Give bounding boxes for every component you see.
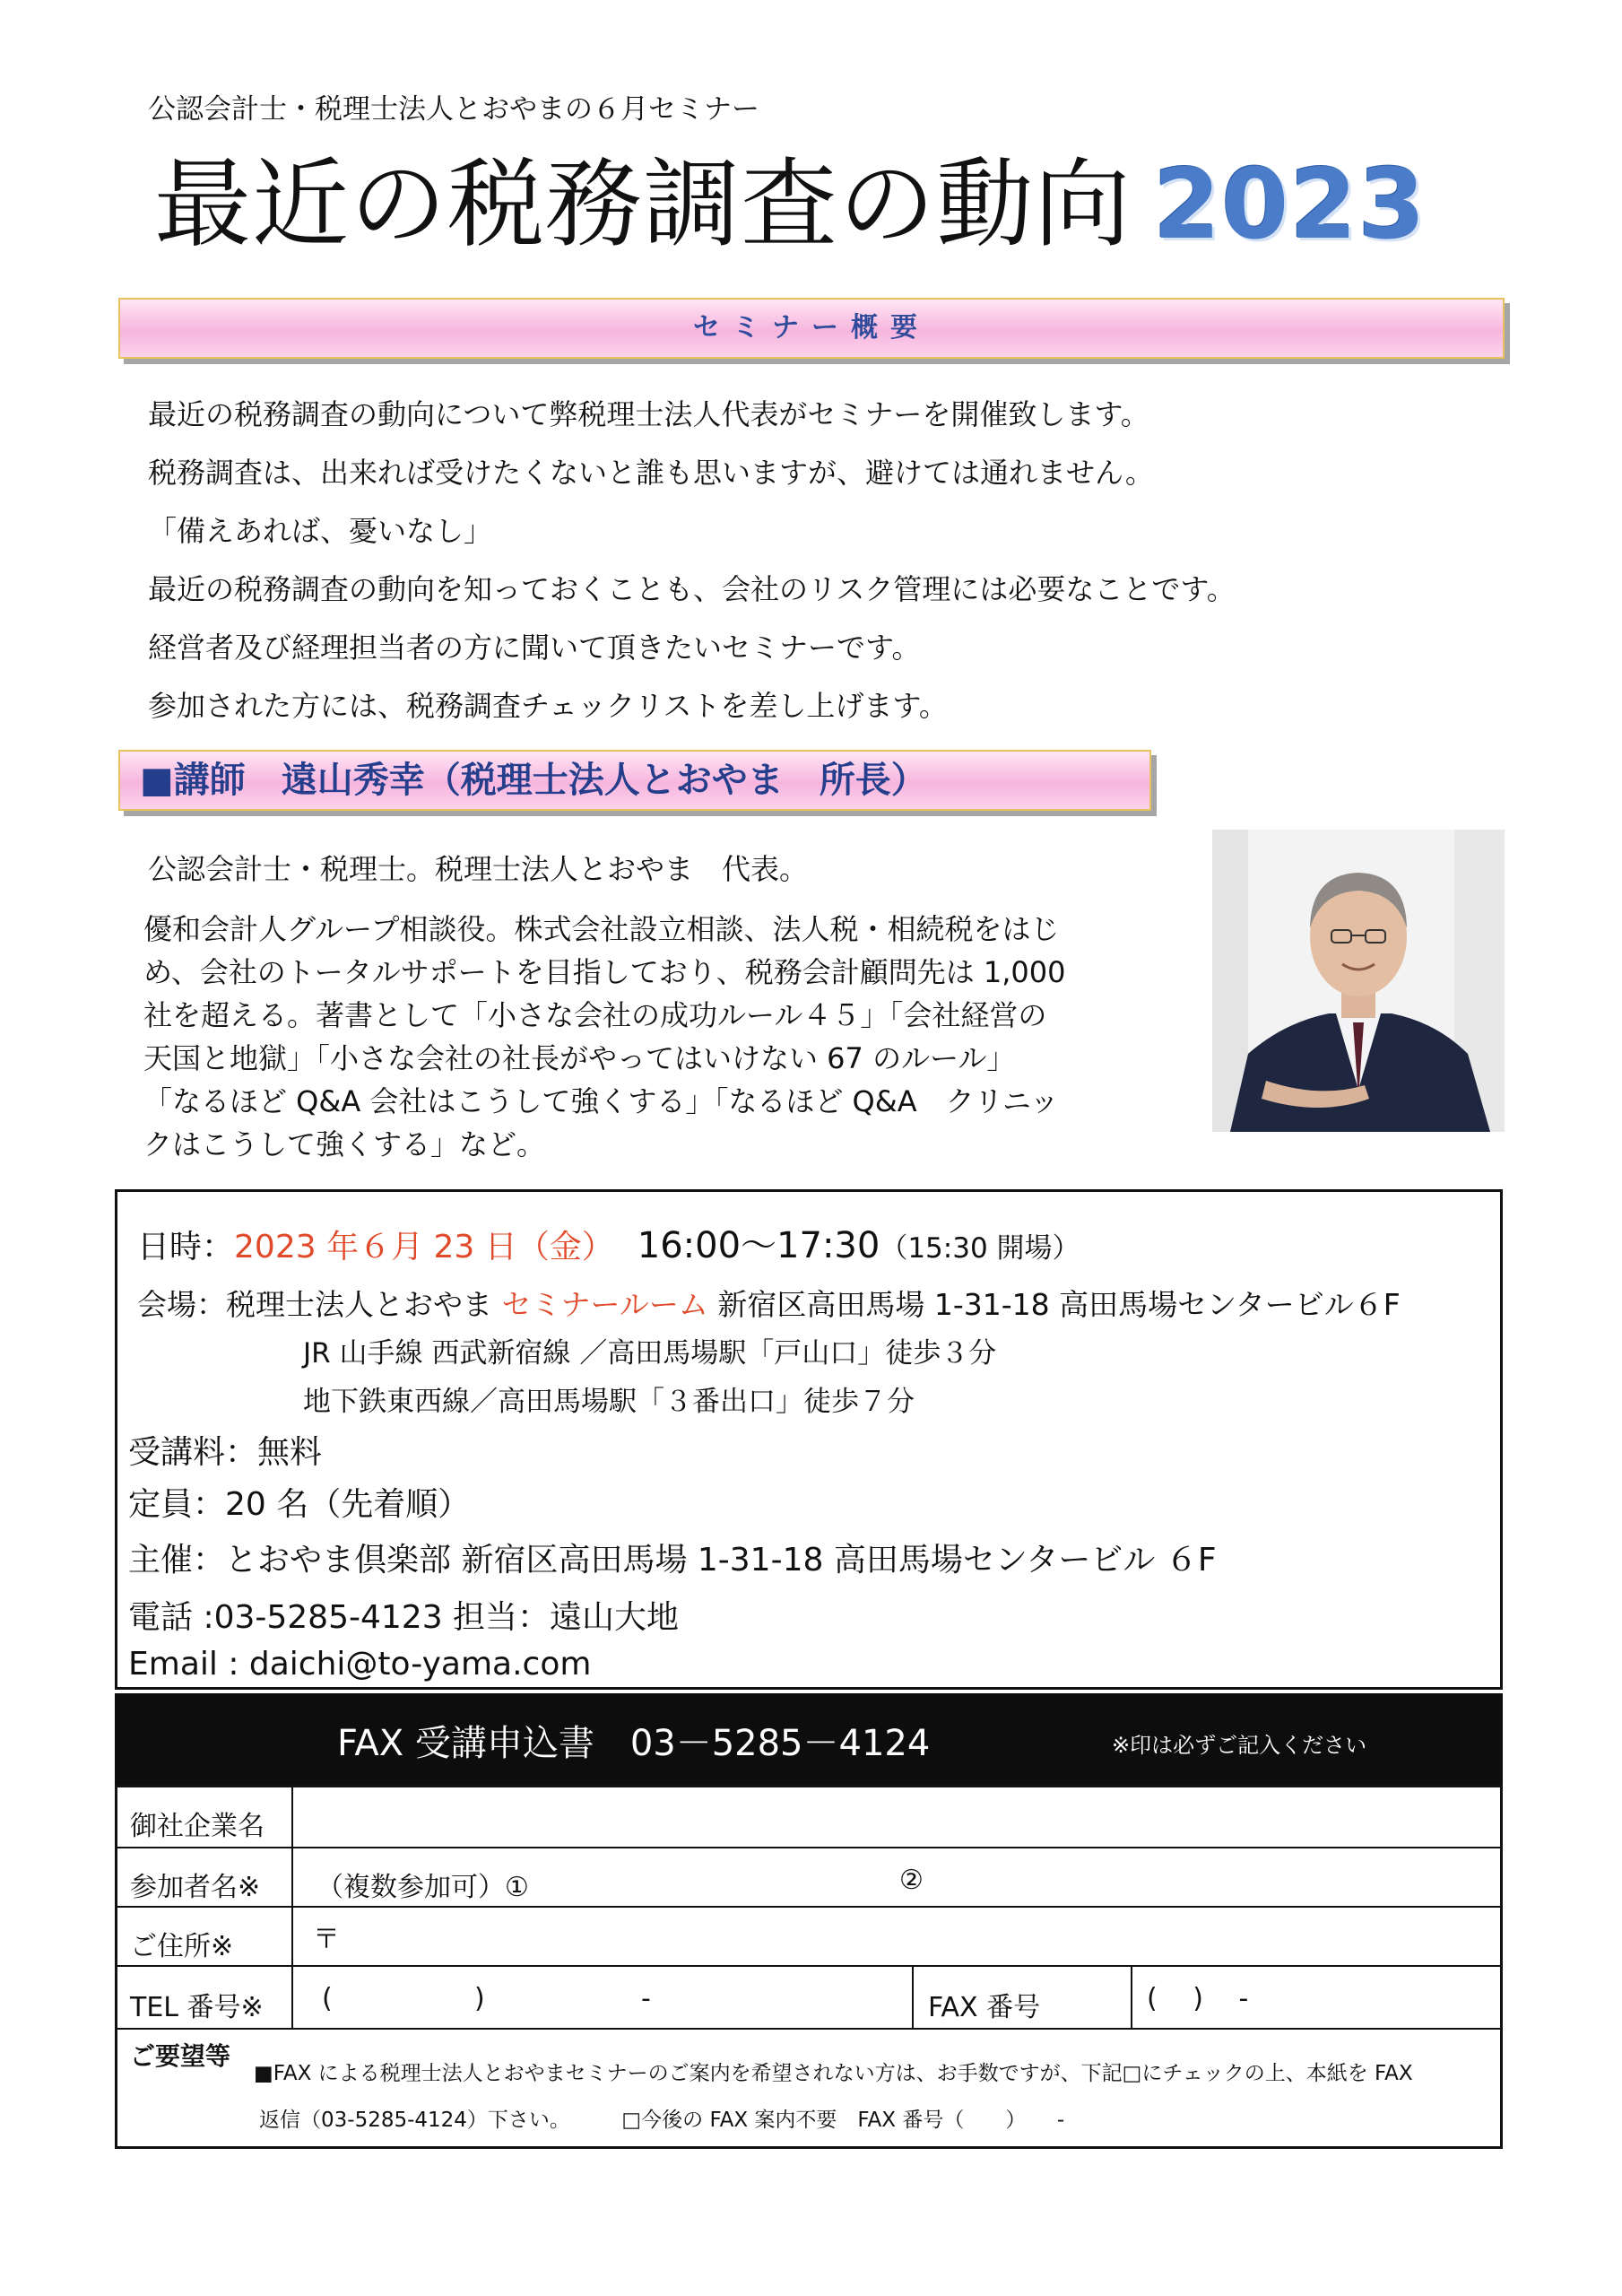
form-row-participant: [117, 1848, 1500, 1908]
lecturer-bio: [143, 908, 1139, 1166]
tel-close-paren: ): [474, 1983, 485, 2014]
page-title: [154, 149, 1427, 261]
bio-line: 優和会計人グループ相談役。株式会社設立相談、法人税・相続税をはじ: [143, 912, 1060, 946]
lecturer-title: 公認会計士・税理士。税理士法人とおやま 代表。: [148, 852, 809, 886]
company-label: 御社企業名: [130, 1811, 265, 1842]
tel-field[interactable]: [293, 1967, 912, 2028]
access-route-subway: 地下鉄東西線／高田馬場駅「３番出口」徒歩７分: [303, 1386, 915, 1418]
form-row-request: [117, 2030, 1500, 2146]
overview-line: 税務調査は、出来れば受けたくないと誰も思いますが、避けては通れません。: [148, 456, 1154, 490]
open-time: （15:30 開場）: [880, 1232, 1080, 1265]
overview-heading: セミナー概要: [693, 312, 930, 344]
title-text: 最近の税務調査の動向: [154, 149, 1132, 261]
bio-line: 天国と地獄」「小さな会社の社長がやってはいけない 67 のルール」: [143, 1041, 1016, 1075]
participant-hint: （複数参加可）①: [317, 1872, 529, 1903]
title-year: 2023: [1153, 149, 1427, 261]
tel-label: TEL 番号※: [130, 1992, 264, 2023]
bio-line: 社を超える。著書として「小さな会社の成功ルール４５」「会社経営の: [143, 998, 1047, 1032]
address-field[interactable]: [293, 1908, 1500, 1965]
lecturer-heading-band: [118, 750, 1151, 811]
participant-second-marker: ②: [899, 1865, 924, 1896]
bio-line: め、会社のトータルサポートを目指しており、税務会計顧問先は 1,000: [143, 955, 1066, 989]
address-label: ご住所※: [130, 1931, 234, 1962]
form-row-tel-fax: [117, 1967, 1500, 2030]
form-row-company: [117, 1787, 1500, 1848]
time-value: 16:00～17:30: [637, 1225, 880, 1266]
required-note: ※印は必ずご記入ください: [1112, 1733, 1367, 1758]
fax-label: FAX 番号: [928, 1992, 1041, 2023]
postal-mark: 〒: [313, 1924, 340, 1955]
venue-room: セミナールーム: [501, 1287, 708, 1322]
event-datetime: [137, 1217, 1080, 1268]
overview-line: 「備えあれば、憂いなし」: [148, 514, 493, 548]
phone-contact: 電話 :03-5285-4123 担当：遠山大地: [128, 1599, 680, 1636]
participant-label: 参加者名※: [130, 1872, 261, 1903]
divider: [912, 1967, 914, 2028]
fee: 受講料：無料: [128, 1434, 323, 1471]
event-details-box: [115, 1189, 1503, 1690]
host: 主催：とおやま倶楽部 新宿区高田馬場 1-31-18 高田馬場センタービル ６F: [128, 1542, 1217, 1578]
overview-line: 最近の税務調査の動向を知っておくことも、会社のリスク管理には必要なことです。: [148, 572, 1236, 606]
venue-address: 新宿区高田馬場 1-31-18 高田馬場センタービル６F: [717, 1287, 1401, 1322]
bio-line: 「なるほど Q&A 会社はこうして強くする」「なるほど Q&A クリニッ: [143, 1084, 1059, 1118]
fax-value: ( ) -: [1147, 1983, 1249, 2014]
overview-line: 経営者及び経理担当者の方に聞いて頂きたいセミナーです。: [148, 631, 921, 665]
fax-form-header: [115, 1693, 1503, 1785]
seminar-subtitle: 公認会計士・税理士法人とおやまの６月セミナー: [148, 93, 759, 126]
date-value: 2023 年６月 23 日（金）: [234, 1229, 614, 1265]
date-label: 日時：: [137, 1229, 235, 1265]
bio-line: クはこうして強くする」など。: [143, 1127, 546, 1161]
request-label: ご要望等: [130, 2041, 231, 2071]
company-field[interactable]: [293, 1787, 1500, 1847]
request-note-line2: 返信（03-5285-4124）下さい。 □今後の FAX 案内不要 FAX 番号（ ） -: [259, 2109, 1065, 2132]
portrait-image: [1212, 830, 1505, 1132]
access-route-jr: JR 山手線 西武新宿線 ／高田馬場駅「戸山口」徒歩３分: [303, 1337, 997, 1370]
lecturer-heading: ■講師 遠山秀幸（税理士法人とおやま 所長）: [140, 760, 927, 801]
fax-field[interactable]: [1132, 1967, 1500, 2028]
overview-text: [148, 386, 1236, 735]
overview-line: 最近の税務調査の動向について弊税理士法人代表がセミナーを開催致します。: [148, 397, 1149, 431]
email-contact: Email : daichi@to-yama.com: [128, 1646, 592, 1683]
fax-form-title: FAX 受講申込書 03－5285－4124: [337, 1723, 931, 1764]
lecturer-photo: [1212, 830, 1505, 1132]
venue-label: 会場：税理士法人とおやま: [137, 1287, 492, 1322]
tel-dash: -: [641, 1983, 651, 2014]
request-note-line1: ■FAX による税理士法人とおやまセミナーのご案内を希望されない方は、お手数ですが、下記□にチェックの上、本紙を FAX: [254, 2062, 1413, 2085]
participant-field[interactable]: [293, 1848, 1500, 1906]
form-row-address: [117, 1908, 1500, 1967]
fax-application-form: [115, 1785, 1503, 2149]
event-venue: [137, 1282, 1401, 1324]
overview-heading-band: [118, 298, 1505, 359]
capacity: 定員：20 名（先着順）: [128, 1486, 471, 1523]
tel-open-paren: (: [322, 1983, 333, 2014]
overview-line: 参加された方には、税務調査チェックリストを差し上げます。: [148, 689, 948, 723]
